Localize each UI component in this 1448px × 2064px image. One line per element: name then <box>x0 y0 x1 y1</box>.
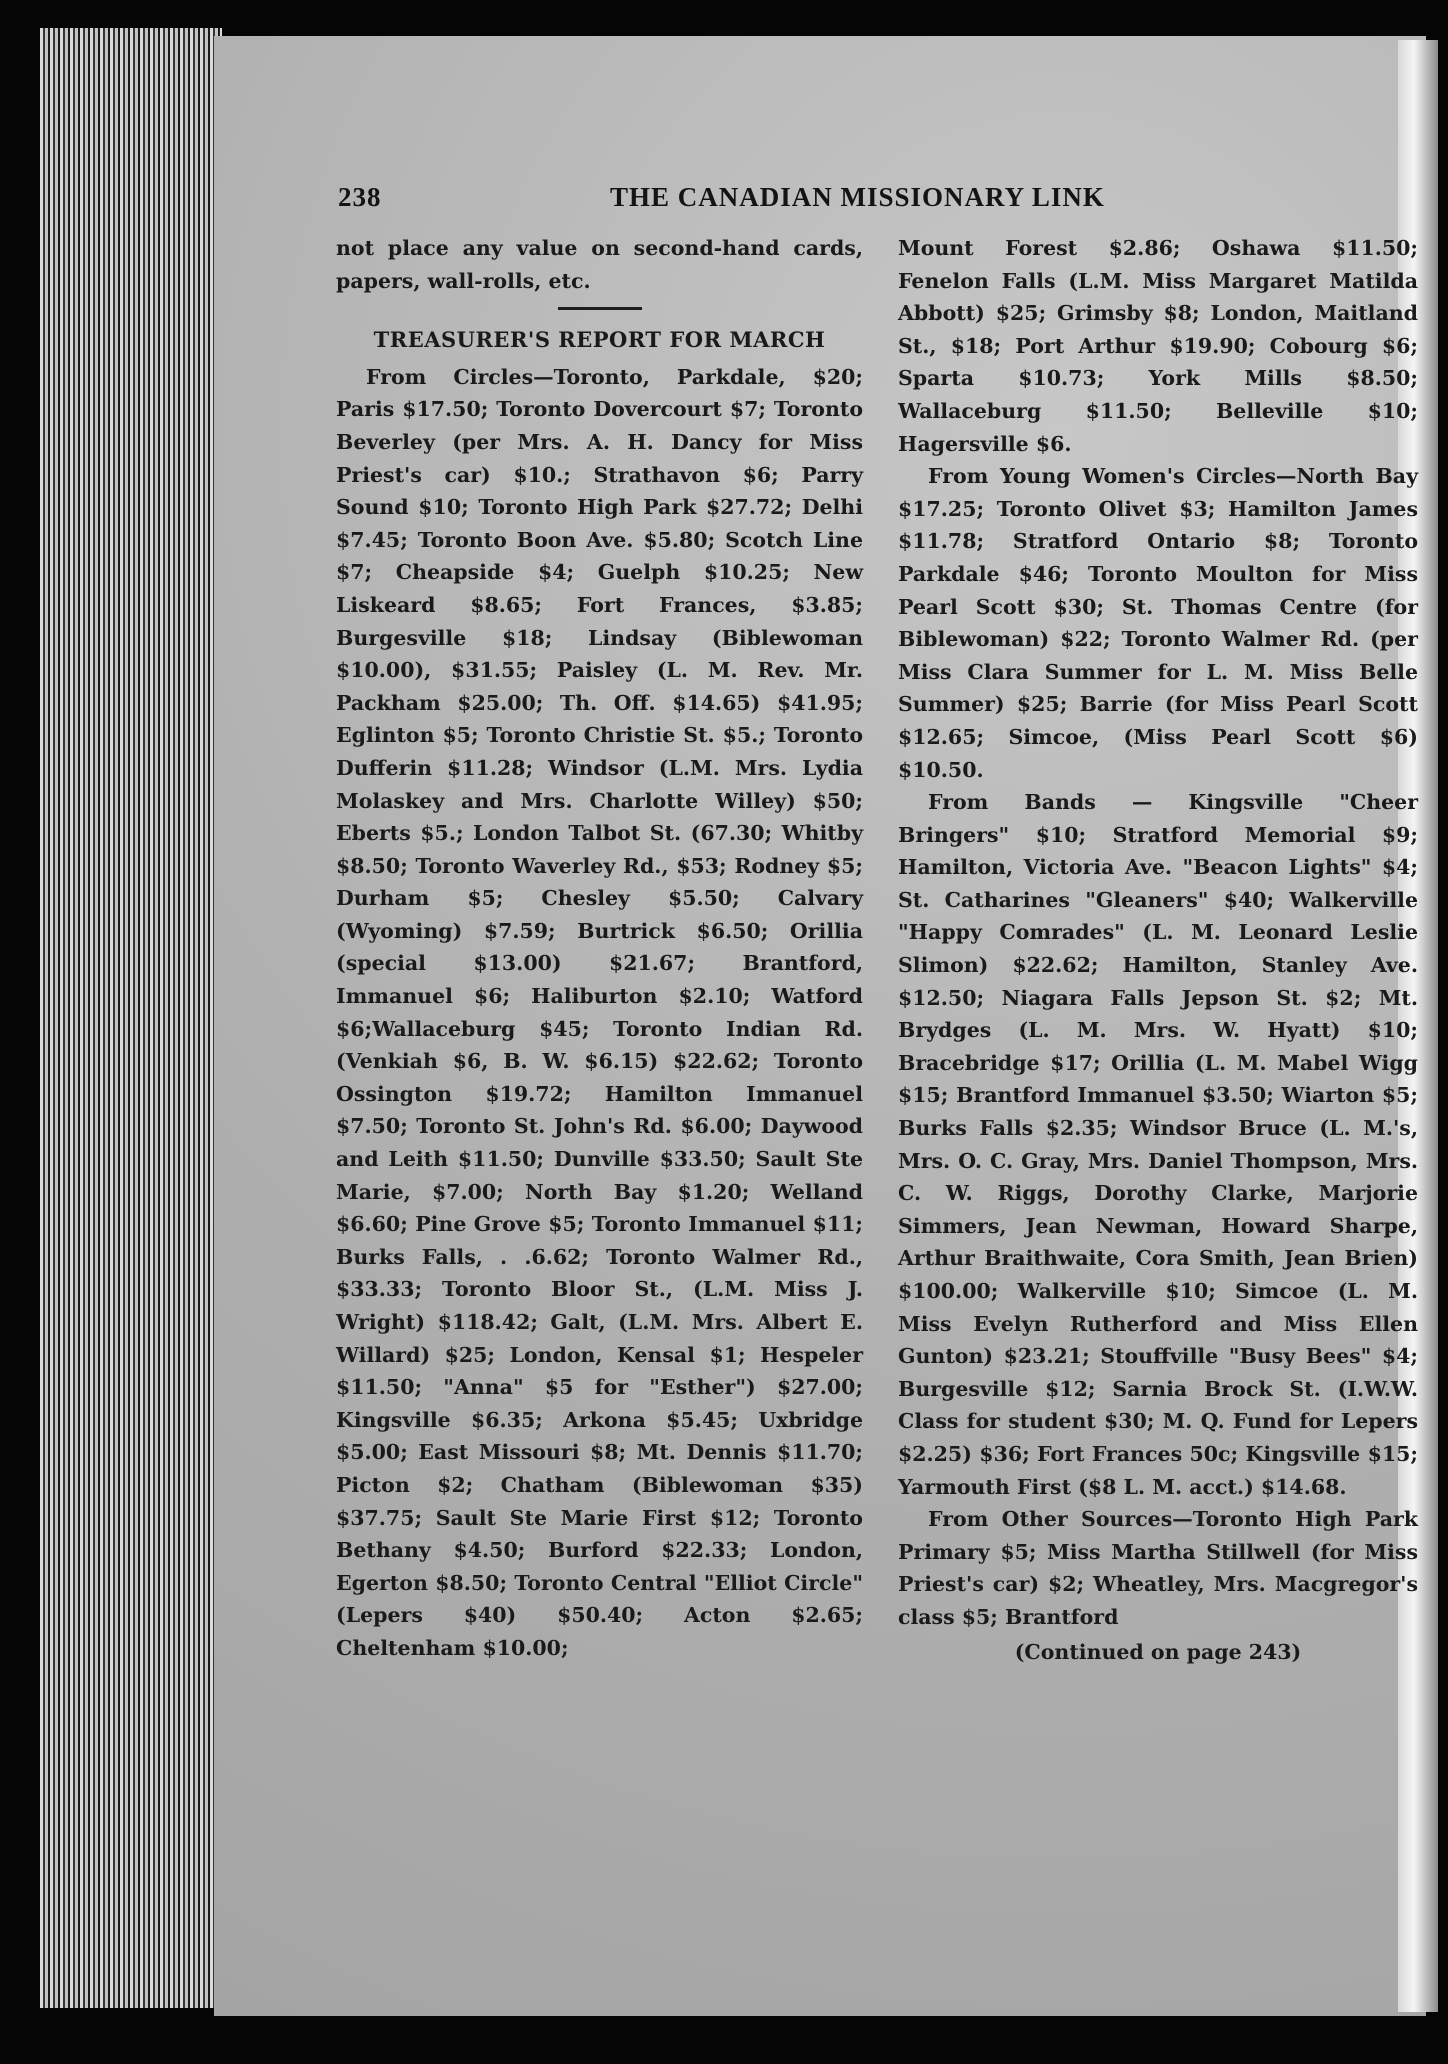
right-column <box>898 232 1418 1668</box>
circles-paragraph: From Circles—Toronto, Parkdale, $20; Paris $17.50; Toronto Dovercourt $7; Toronto Beverley (per Mrs. A. H. Dancy for Miss Priest's car) $10.; Strathavon $6; Parry Sound $10; Toronto High Park $27.72; Delhi $7.45; Toronto Boon Ave. $5.80; Scotch Line $7; Cheapside $4; Guelph $10.25; New Liskeard $8.65; Fort Frances, $3.85; Burgesville $18; Lindsay (Biblewoman $10.00), $31.55; Paisley (L. M. Rev. Mr. Packham $25.00; Th. Off. $14.65) $41.95; Eglinton $5; Toronto Christie St. $5.; Toronto Dufferin $11.28; Windsor (L.M. Mrs. Lydia Molaskey and Mrs. Charlotte Willey) $50; Eberts $5.; London Talbot St. (67.30; Whitby $8.50; Toronto Waverley Rd., $53; Rodney $5; Durham $5; Chesley $5.50; Calvary (Wyoming) $7.59; Burtrick $6.50; Orillia (special $13.00) $21.67; Brantford, Immanuel $6; Haliburton $2.10; Watford $6;Wallaceburg $45; Toronto Indian Rd. (Venkiah $6, B. W. $6.15) $22.62; Toronto Ossington $19.72; Hamilton Immanuel $7.50; Toronto St. John's Rd. $6.00; Daywood and Leith $11.50; Dunville $33.50; Sault Ste Marie, $7.00; North Bay $1.20; Welland $6.60; Pine Grove $5; Toronto Immanuel $11; Burks Falls, . .6.62; Toronto Walmer Rd., $33.33; Toronto Bloor St., (L.M. Miss J. Wright) $118.42; Galt, (L.M. Mrs. Albert E. Willard) $25; London, Kensal $1; Hespeler $11.50; "Anna" $5 for "Esther") $27.00; Kingsville $6.35; Arkona $5.45; Uxbridge $5.00; East Missouri $8; Mt. Dennis $11.70; Picton $2; Chatham (Biblewoman $35) $37.75; Sault Ste Marie First $12; Toronto Bethany $4.50; Burford $22.33; London, Egerton $8.50; Toronto Central "Elliot Circle" (Lepers $40) $50.40; Acton $2.65; Cheltenham $10.00; <box>336 364 863 1660</box>
section-heading: TREASURER'S REPORT FOR MARCH <box>373 327 826 353</box>
young-womens-circles-paragraph: From Young Women's Circles—North Bay $17.25; Toronto Olivet $3; Hamilton James $11.78; Stratford Ontario $8; Toronto Parkdale $46; Toronto Moulton for Miss Pearl Scott $30; St. Thomas Centre (for Biblewoman) $22; Toronto Walmer Rd. (per Miss Clara Summer for L. M. Miss Belle Summer) $25; Barrie (for Miss Pearl Scott $12.65; Simcoe, (Miss Pearl Scott $6) $10.50. <box>898 464 1418 782</box>
circles-continued-paragraph: Mount Forest $2.86; Oshawa $11.50; Fenelon Falls (L.M. Miss Margaret Matilda Abbott) $25; Grimsby $8; London, Maitland St., $18; Port Arthur $19.90; Cobourg $6; Sparta $10.73; York Mills $8.50; Wallaceburg $11.50; Belleville $10; Hagersville $6. <box>898 236 1418 456</box>
other-sources-paragraph: From Other Sources—Toronto High Park Primary $5; Miss Martha Stillwell (for Miss Priest's car) $2; Wheatley, Mrs. Macgregor's class $5; Brantford <box>898 1507 1418 1629</box>
book-page-edges <box>40 28 222 2008</box>
opening-text: not place any value on second-hand cards, papers, wall-rolls, etc. <box>336 236 863 293</box>
section-rule <box>558 307 642 310</box>
page-number: 238 <box>338 182 382 212</box>
continued-note: (Continued on page 243) <box>1014 1639 1302 1664</box>
left-column <box>336 232 863 1665</box>
page-header <box>338 182 1148 222</box>
bands-paragraph: From Bands — Kingsville "Cheer Bringers" $10; Stratford Memorial $9; Hamilton, Victoria Ave. "Beacon Lights" $4; St. Catharines "Gleaners" $40; Walkerville "Happy Comrades" (L. M. Leonard Leslie Slimon) $22.62; Hamilton, Stanley Ave. $12.50; Niagara Falls Jepson St. $2; Mt. Brydges (L. M. Mrs. W. Hyatt) $10; Bracebridge $17; Orillia (L. M. Mabel Wigg $15; Brantford Immanuel $3.50; Wiarton $5; Burks Falls $2.35; Windsor Bruce (L. M.'s, Mrs. O. C. Gray, Mrs. Daniel Thompson, Mrs. C. W. Riggs, Dorothy Clarke, Marjorie Simmers, Jean Newman, Howard Sharpe, Arthur Braithwaite, Cora Smith, Jean Brien) $100.00; Walkerville $10; Simcoe (L. M. Miss Evelyn Rutherford and Miss Ellen Gunton) $23.21; Stouffville "Busy Bees" $4; Burgesville $12; Sarnia Brock St. (I.W.W. Class for student $30; M. Q. Fund for Lepers $2.25) $36; Fort Frances 50c; Kingsville $15; Yarmouth First ($8 L. M. acct.) $14.68. <box>898 790 1418 1499</box>
running-title: THE CANADIAN MISSIONARY LINK <box>610 182 1105 212</box>
